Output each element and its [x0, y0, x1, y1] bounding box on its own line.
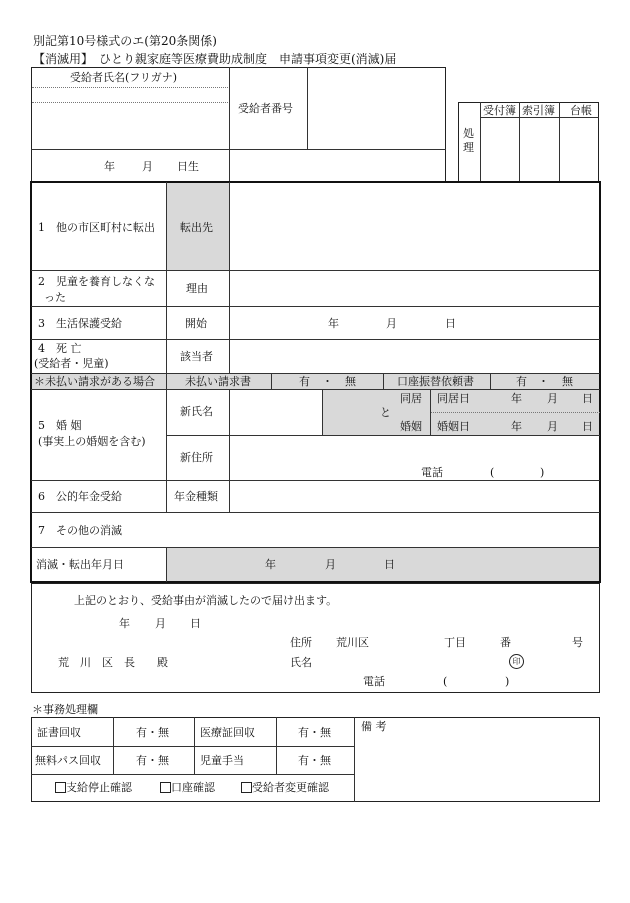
- marriage-year: 年: [511, 420, 522, 433]
- address-ban: 番: [500, 636, 511, 649]
- unpaid-transfer-dot: ・: [538, 375, 549, 388]
- row-death-field-label: 該当者: [180, 350, 213, 363]
- unpaid-claim-yes[interactable]: 有: [299, 375, 310, 388]
- check-account-box[interactable]: [160, 782, 171, 793]
- row-move-field-label: 転出先: [180, 221, 213, 234]
- remarks-field[interactable]: [358, 735, 596, 798]
- cert-return-label: 証書回収: [37, 726, 81, 739]
- address-label: 住所: [290, 636, 312, 649]
- form-title: 【消滅用】 ひとり親家庭等医療費助成制度 申請事項変更(消滅)届: [33, 52, 397, 66]
- check-stop-box[interactable]: [55, 782, 66, 793]
- dob-month-label: 月: [142, 160, 153, 173]
- pension-type-field[interactable]: [232, 483, 597, 509]
- row-death-label-1: 4 死 亡: [38, 342, 82, 355]
- new-address-field[interactable]: [232, 438, 597, 462]
- unpaid-transfer-no[interactable]: 無: [562, 375, 573, 388]
- new-address-phone-close: ): [540, 466, 545, 479]
- applicant-name-label: 受給者氏名(フリガナ): [70, 71, 178, 84]
- row-move-label: 1 他の市区町村に転出: [38, 221, 155, 234]
- declaration-month: 月: [155, 617, 166, 630]
- addressee: 荒 川 区 長 殿: [58, 656, 168, 669]
- recipient-number-label: 受給者番号: [238, 102, 293, 115]
- phone-label: 電話: [363, 675, 385, 688]
- cohabit-day: 日: [582, 392, 593, 405]
- marriage-date-label: 婚姻日: [437, 420, 470, 433]
- form-number: 別記第10号様式のエ(第20条関係): [33, 34, 217, 48]
- new-address-phone-open: (: [490, 466, 495, 479]
- row-pension-label: 6 公的年金受給: [38, 490, 122, 503]
- declaration-statement: 上記のとおり、受給事由が消滅したので届け出ます。: [74, 594, 338, 607]
- marriage-day: 日: [582, 420, 593, 433]
- unpaid-label: ＊未払い請求がある場合: [34, 375, 155, 388]
- cohabit-date-label: 同居日: [437, 392, 470, 405]
- cohabit-year: 年: [511, 392, 522, 405]
- recipient-number-field[interactable]: [310, 70, 442, 146]
- dob-year-label: 年: [104, 160, 115, 173]
- processing-col-ledger: 台帳: [570, 104, 592, 117]
- welfare-year: 年: [328, 317, 339, 330]
- unpaid-claim-dot: ・: [322, 375, 333, 388]
- unpaid-transfer-yes[interactable]: 有: [516, 375, 527, 388]
- end-date-month: 月: [325, 558, 336, 571]
- phone-paren-close: ): [505, 675, 510, 688]
- med-cert-return-value[interactable]: 有・無: [298, 726, 331, 739]
- row-care-label-1: 2 児童を養育しなくな: [38, 275, 155, 288]
- new-name-label: 新氏名: [180, 405, 213, 418]
- processing-col-index: 索引簿: [522, 104, 555, 117]
- row-care-label-2: った: [44, 291, 66, 304]
- row-care-field-label: 理由: [186, 282, 208, 295]
- address-chome: 丁目: [444, 636, 466, 649]
- processing-label-2: 理: [463, 141, 474, 154]
- pass-return-value[interactable]: 有・無: [136, 754, 169, 767]
- marriage-month: 月: [547, 420, 558, 433]
- dob-day-label: 日生: [177, 160, 199, 173]
- processing-label-1: 処: [463, 127, 474, 140]
- new-address-phone-label: 電話: [421, 466, 443, 479]
- remarks-label: 備 考: [361, 720, 387, 733]
- cert-return-value[interactable]: 有・無: [136, 726, 169, 739]
- pass-return-label: 無料パス回収: [35, 754, 101, 767]
- row-welfare-label: 3 生活保護受給: [38, 317, 122, 330]
- row-welfare-field-label: 開始: [185, 317, 207, 330]
- seal-mark: 印: [509, 654, 524, 669]
- move-destination-field[interactable]: [232, 185, 597, 267]
- welfare-month: 月: [386, 317, 397, 330]
- check-stop-label: 支給停止確認: [66, 781, 132, 794]
- check-account-label: 口座確認: [171, 781, 215, 794]
- address-go: 号: [572, 636, 583, 649]
- pension-type-label: 年金種類: [174, 490, 218, 503]
- end-date-label: 消滅・転出年月日: [36, 558, 124, 571]
- other-field[interactable]: [169, 515, 597, 544]
- declaration-year: 年: [119, 617, 130, 630]
- check-recipient-label: 受給者変更確認: [252, 781, 329, 794]
- marriage-label: 婚姻: [400, 420, 422, 433]
- office-title: ＊事務処理欄: [32, 703, 98, 716]
- welfare-day: 日: [445, 317, 456, 330]
- child-allowance-value[interactable]: 有・無: [298, 754, 331, 767]
- to-label: と: [380, 406, 391, 419]
- end-date-day: 日: [384, 558, 395, 571]
- unpaid-claim-no[interactable]: 無: [345, 375, 356, 388]
- care-reason-field[interactable]: [232, 273, 597, 303]
- cohabit-label: 同居: [400, 392, 422, 405]
- phone-paren-open: (: [443, 675, 448, 688]
- child-allowance-label: 児童手当: [200, 754, 244, 767]
- cohabit-month: 月: [547, 392, 558, 405]
- row-other-label: 7 その他の消滅: [38, 524, 122, 537]
- applicant-name-field[interactable]: [34, 105, 224, 145]
- med-cert-return-label: 医療証回収: [200, 726, 255, 739]
- new-name-field[interactable]: [232, 392, 319, 432]
- new-address-label: 新住所: [180, 451, 213, 464]
- check-recipient-box[interactable]: [241, 782, 252, 793]
- death-person-field[interactable]: [232, 342, 597, 370]
- unpaid-transfer-label: 口座振替依頼書: [397, 375, 474, 388]
- address-ward: 荒川区: [336, 636, 369, 649]
- processing-col-receipt: 受付簿: [483, 104, 516, 117]
- applicant-signature-field[interactable]: [315, 653, 495, 669]
- name-label: 氏名: [290, 656, 312, 669]
- row-marriage-label-1: 5 婚 姻: [38, 419, 82, 432]
- unpaid-claim-label: 未払い請求書: [185, 375, 251, 388]
- row-marriage-label-2: (事実上の婚姻を含む): [38, 435, 146, 448]
- end-date-year: 年: [265, 558, 276, 571]
- row-death-label-2: (受給者・児童): [34, 357, 109, 370]
- declaration-day: 日: [190, 617, 201, 630]
